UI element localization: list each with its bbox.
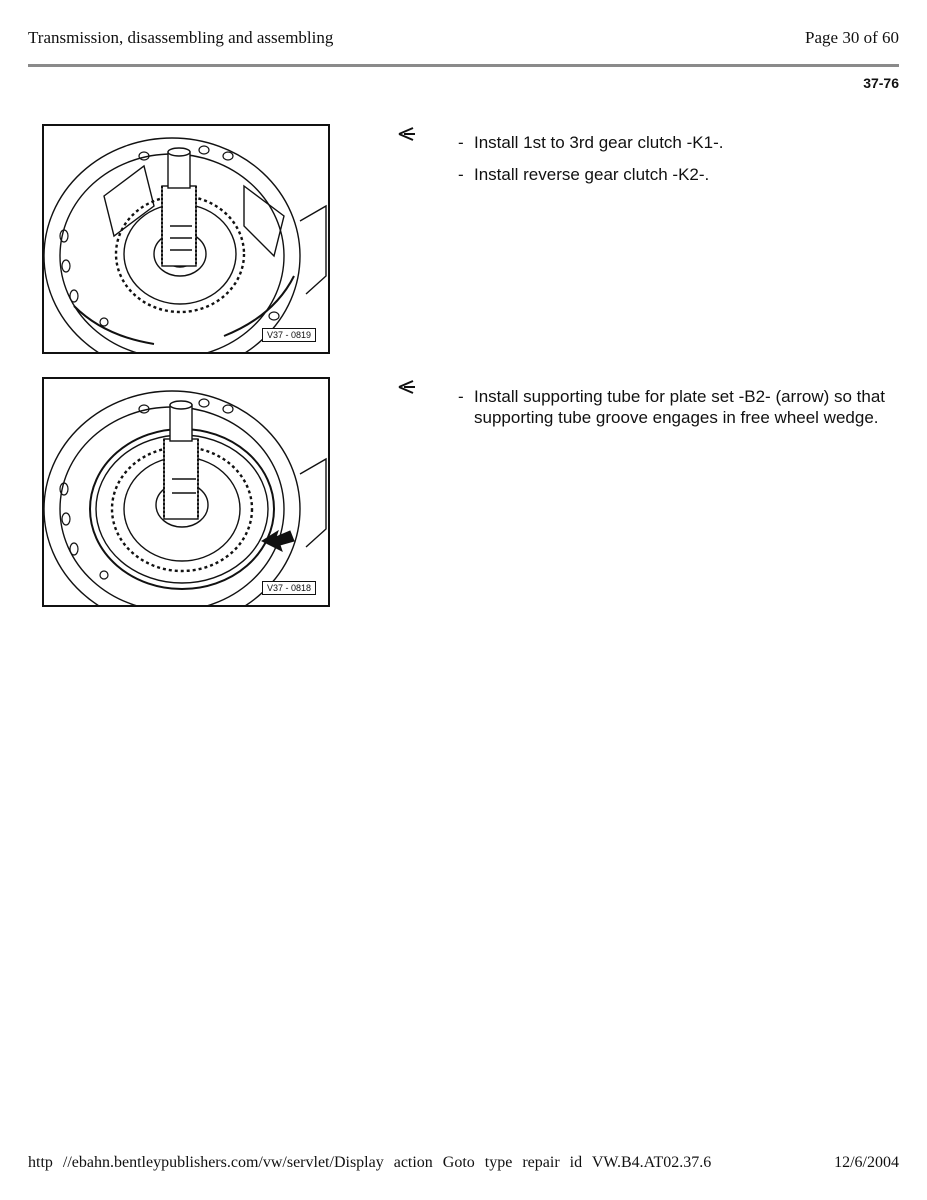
step-item: - Install reverse gear clutch -K2-. xyxy=(458,165,710,184)
figure-clutch-k1-k2 xyxy=(42,124,330,354)
footer-date: 12/6/2004 xyxy=(834,1154,899,1171)
arrow-marker-icon xyxy=(262,531,294,551)
steps-list xyxy=(458,386,888,439)
section-number: 37-76 xyxy=(863,75,899,91)
page-header-title: Transmission, disassembling and assembling xyxy=(28,28,334,47)
pointer-arrow-icon xyxy=(396,379,418,395)
figure-label: V37 - 0819 xyxy=(262,328,316,342)
step-item: - Install supporting tube for plate set -B2- (arrow) so that supporting tube groove engages in free wheel wedge. xyxy=(458,387,886,427)
step-text: Install reverse gear clutch -K2-. xyxy=(474,165,710,184)
clutch-illustration-1 xyxy=(44,126,328,352)
pointer-arrow-icon xyxy=(396,126,418,142)
steps-list xyxy=(458,132,888,196)
clutch-illustration-2 xyxy=(44,379,328,605)
step-text: Install 1st to 3rd gear clutch -K1-. xyxy=(474,133,724,152)
figure-supporting-tube-b2 xyxy=(42,377,330,607)
header-rule xyxy=(28,64,899,67)
step-text: Install supporting tube for plate set -B2- (arrow) so that supporting tube groove engages in free wheel wedge. xyxy=(474,387,886,427)
footer-url: http //ebahn.bentleypublishers.com/vw/servlet/Display action Goto type repair id VW.B4.AT02.37.6 xyxy=(28,1154,712,1171)
page-number: Page 30 of 60 xyxy=(805,28,899,47)
step-item: - Install 1st to 3rd gear clutch -K1-. xyxy=(458,133,724,152)
figure-label: V37 - 0818 xyxy=(262,581,316,595)
